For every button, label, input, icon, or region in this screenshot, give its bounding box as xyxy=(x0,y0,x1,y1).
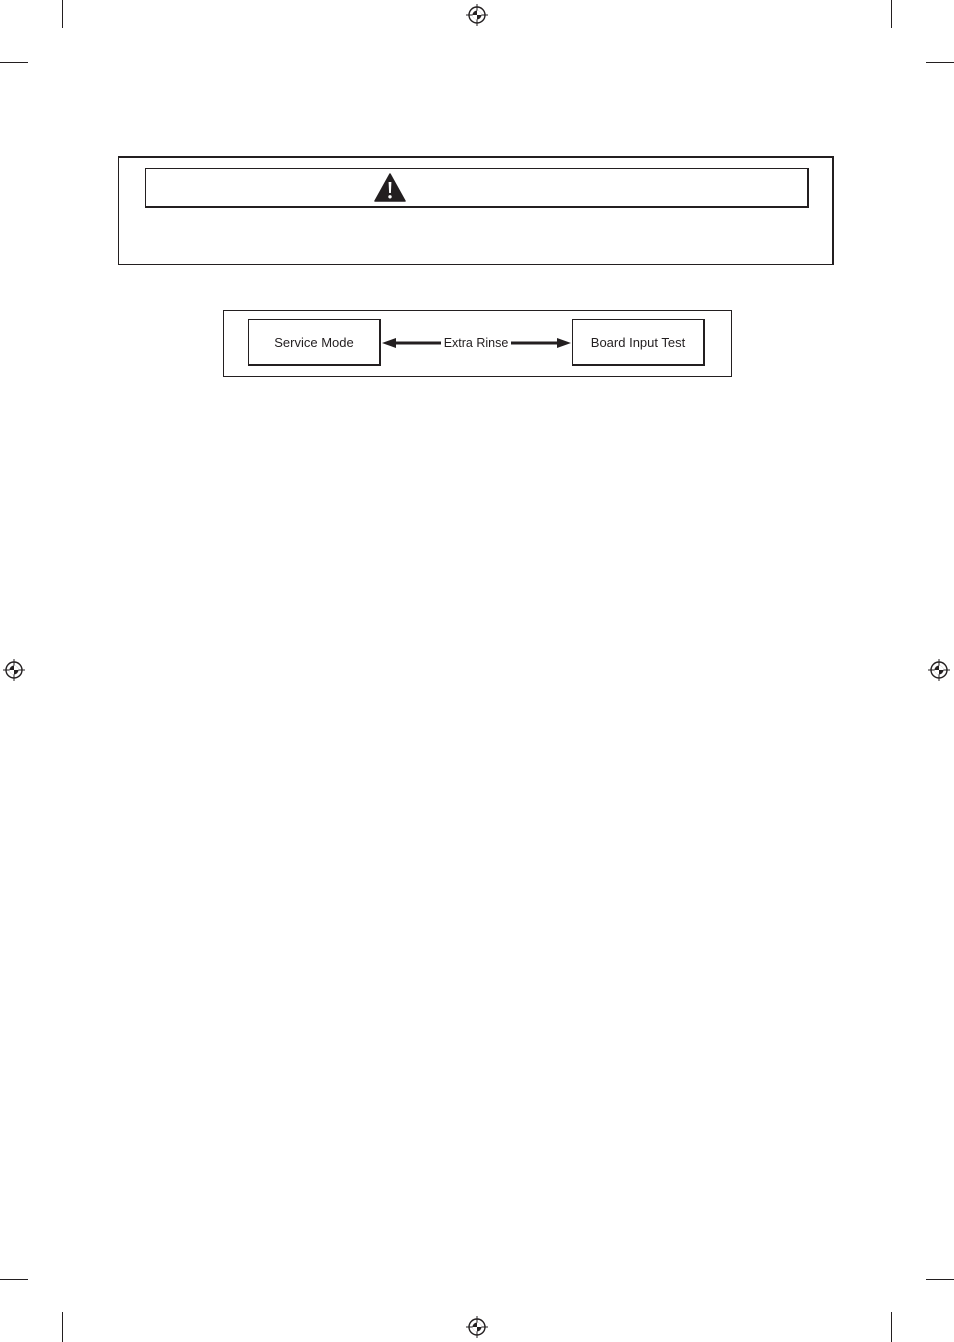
board-input-test-box xyxy=(572,319,705,366)
board-input-test-label: Board Input Test xyxy=(590,334,686,350)
crop-mark-top-right-horizontal xyxy=(926,62,954,63)
crop-mark-top-left-horizontal xyxy=(0,62,28,63)
crop-mark-bottom-right-vertical xyxy=(891,1312,892,1342)
registration-target-icon xyxy=(928,659,950,681)
warning-triangle-icon xyxy=(374,173,406,202)
registration-target-icon xyxy=(466,4,488,26)
crop-mark-bottom-left-horizontal xyxy=(0,1279,28,1280)
registration-target-icon xyxy=(466,1316,488,1338)
service-mode-label: Service Mode xyxy=(274,334,354,350)
crop-mark-top-right-vertical xyxy=(891,0,892,28)
caution-header-bar xyxy=(145,168,809,208)
crop-mark-bottom-right-horizontal xyxy=(926,1279,954,1280)
extra-rinse-label: Extra Rinse xyxy=(441,334,511,352)
crop-mark-top-left-vertical xyxy=(62,0,63,28)
registration-target-icon xyxy=(3,659,25,681)
service-mode-box xyxy=(248,319,381,366)
crop-mark-bottom-left-vertical xyxy=(62,1312,63,1342)
